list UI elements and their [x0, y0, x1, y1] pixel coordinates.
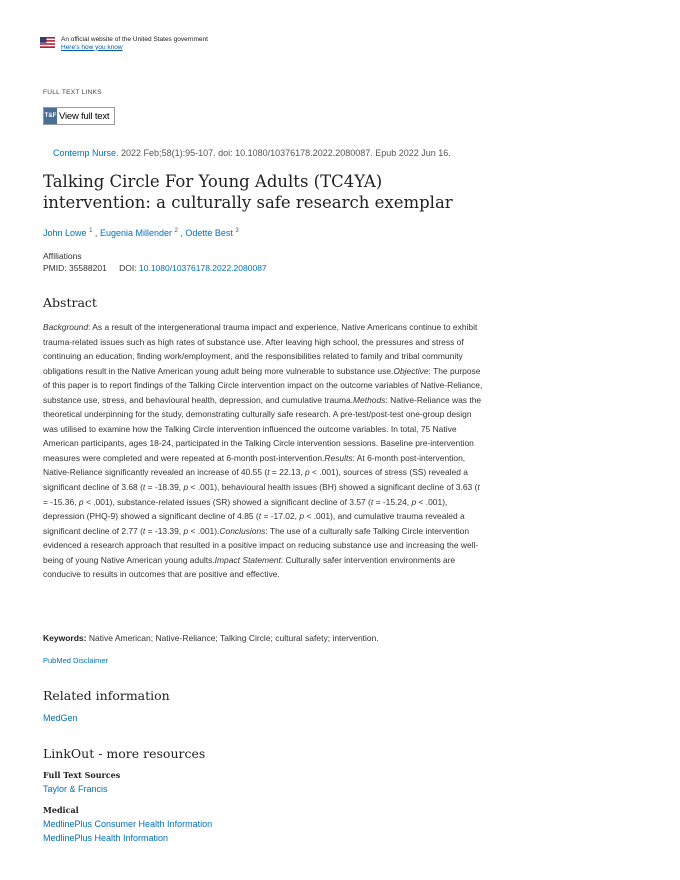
author-affiliation-number[interactable]: 1 — [89, 228, 93, 234]
results-text: < .001), substance-related issues (SR) showed a significant decline of 3.57 ( — [83, 496, 371, 507]
medlineplus-health-link[interactable]: MedlinePlus Health Information — [43, 833, 169, 843]
abstract-heading: Abstract — [43, 295, 97, 310]
view-full-text-button[interactable] — [43, 107, 115, 125]
impact-statement-text: : Culturally safer intervention environments are conducive to results in outcomes that are positive and effective. — [43, 554, 456, 580]
author-link[interactable]: John Lowe — [43, 228, 87, 238]
author-list: John Lowe $^1$ , Eugenia Millender $^2$ , Odette Best $^3$ — [43, 228, 239, 238]
heres-how-you-know-link[interactable]: Here's how you know — [61, 43, 123, 51]
results-text: = -18.39, — [145, 482, 184, 493]
stat-p: p — [183, 482, 189, 493]
stat-t: t — [142, 482, 146, 493]
impact-statement-label: Impact Statement — [214, 554, 281, 565]
stat-p: p — [183, 525, 189, 536]
stat-p: p — [299, 511, 305, 522]
related-information-heading: Related information — [43, 688, 170, 703]
results-text: < .001). — [188, 525, 220, 536]
stat-t: t — [142, 525, 146, 536]
results-text: = -17.02, — [261, 511, 300, 522]
results-text: : At 6-month post-intervention, Native-Reliance significantly revealed an increase of 40.55 ( — [43, 452, 466, 478]
results-text: < .001), depression (PHQ-9) showed a significant decline of 4.85 ( — [43, 496, 448, 522]
stat-t: t — [370, 496, 374, 507]
stat-t: t — [258, 511, 262, 522]
stat-p: p — [411, 496, 417, 507]
author-affiliation-number[interactable]: 3 — [235, 228, 239, 234]
affiliations-toggle[interactable]: Affiliations — [43, 251, 82, 261]
objective-text: : The purpose of this paper is to report findings of the Talking Circle intervention impact on the outcome variables of Native-Reliance, substance use, stress, and behavioural health, depression, and cumulative trauma. — [43, 365, 483, 405]
methods-text: : Native-Reliance was the theoretical underpinning for the study, demonstrating culturally safe research. A pre-test/post-test one-group design was utilised to examine how the Talking Circle intervention influenced the outcome variables. In total, 75 Native American participants, ages 18-24, participated in the Talking Circle intervention sessions. Baseline pre-intervention measures were completed and were repeated at 6-month post-intervention. — [43, 394, 482, 463]
full-text-links-label: FULL TEXT LINKS — [43, 89, 102, 96]
stat-p: p — [78, 496, 84, 507]
stat-t: t — [477, 482, 480, 493]
conclusions-label: Conclusions — [219, 525, 266, 536]
doi-link[interactable]: 10.1080/10376178.2022.2080087 — [139, 263, 267, 273]
background-label: Background — [43, 322, 89, 332]
results-text: = -15.36, — [43, 496, 79, 507]
gov-banner — [40, 36, 208, 51]
results-text: < .001), sources of stress (SS) revealed a significant decline of 3.68 ( — [43, 467, 468, 493]
doi-label: DOI: — [119, 263, 140, 273]
conclusions-text: : The use of a culturally safe Talking Circle intervention evidenced a research approach that resulted in a positive impact on reducing substance use and increasing the well-being of young Native American young adults. — [43, 525, 479, 565]
view-full-text-label: View full text — [59, 110, 110, 122]
article-identifiers — [43, 263, 267, 273]
results-label: Results — [324, 452, 353, 463]
article-title: Talking Circle For Young Adults (TC4YA) intervention: a culturally safe research exemplar — [43, 172, 453, 212]
citation — [53, 148, 451, 158]
taylor-francis-link[interactable]: Taylor & Francis — [43, 784, 108, 794]
medlineplus-consumer-link[interactable]: MedlinePlus Consumer Health Information — [43, 819, 213, 829]
pubmed-disclaimer-link[interactable]: PubMed Disclaimer — [43, 656, 109, 665]
author-link[interactable]: Odette Best — [185, 228, 233, 238]
citation-details: 2022 Feb;58(1):95-107. doi: 10.1080/10376178.2022.2080087. Epub 2022 Jun 16. — [118, 148, 451, 158]
author-affiliation-number[interactable]: 2 — [174, 228, 178, 234]
us-flag-icon — [40, 37, 55, 48]
results-text: < .001), and cumulative trauma revealed a significant decline of 2.77 ( — [43, 511, 465, 536]
pmid: PMID: 35588201 — [43, 263, 107, 273]
stat-t: t — [267, 467, 270, 478]
keywords — [43, 633, 379, 643]
keywords-text: Native American; Native-Reliance; Talking Circle; cultural safety; intervention. — [86, 633, 379, 643]
stat-p: p — [304, 467, 310, 478]
journal-link[interactable]: Contemp Nurse. — [53, 148, 119, 158]
objective-label: Objective — [393, 365, 429, 376]
abstract-text — [43, 320, 483, 582]
background-text: : As a result of the intergenerational trauma impact and experience, Native Americans continue to exhibit trauma-related issues such as high rates of substance use. After leaving high school, the pressures and stress of continuing an education, finding work/employment, and the responsibilities related to family and tribal community obligations result in the Native American young adult being more vulnerable to substance use. — [43, 322, 478, 376]
results-text: = -15.24, — [373, 496, 412, 507]
taylor-francis-logo-icon: T&F — [44, 108, 57, 124]
results-text: < .001), behavioural health issues (BH) showed a significant decline of 3.63 ( — [188, 482, 478, 493]
results-text: = -13.39, — [145, 525, 184, 536]
keywords-label: Keywords: — [43, 633, 87, 643]
linkout-heading: LinkOut - more resources — [43, 746, 206, 761]
author-link[interactable]: Eugenia Millender — [99, 228, 172, 238]
medgen-link[interactable]: MedGen — [43, 713, 78, 723]
methods-label: Methods — [353, 394, 386, 405]
gov-banner-text: An official website of the United States government — [61, 36, 208, 43]
results-text: = 22.13, — [269, 467, 305, 478]
full-text-sources-label: Full Text Sources — [43, 770, 121, 780]
medical-label: Medical — [43, 805, 79, 815]
